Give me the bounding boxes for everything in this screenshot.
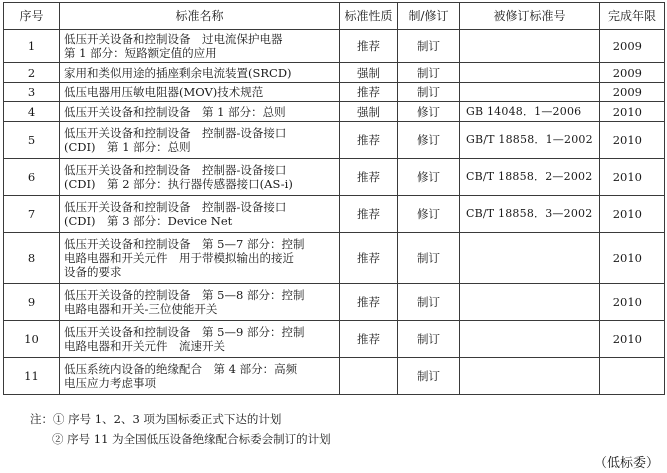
cell-nature (340, 358, 398, 395)
cell-nature: 推荐 (340, 321, 398, 358)
header-standard-name: 标准名称 (60, 3, 340, 30)
cell-nature: 推荐 (340, 196, 398, 233)
cell-nature: 推荐 (340, 83, 398, 102)
standard-name-line: 电路电器和开关-三位使能开关 (64, 302, 218, 316)
cell-no: 2 (4, 63, 60, 83)
standard-name-line: 低压开关设备和控制设备 控制器-设备接口 (64, 163, 287, 177)
header-completion-year: 完成年限 (600, 3, 665, 30)
standard-name-line: 电压应力考虑事项 (64, 376, 156, 390)
cell-standard-name (60, 63, 340, 83)
cell-type: 制订 (398, 321, 460, 358)
standard-name-line: 低压开关设备和控制设备 控制器-设备接口 (64, 200, 287, 214)
cell-type: 修订 (398, 196, 460, 233)
cell-nature: 推荐 (340, 159, 398, 196)
table-row (4, 83, 665, 102)
cell-standard-name (60, 321, 340, 358)
cell-standard-name (60, 159, 340, 196)
standard-name-line: 低压电器用压敏电阻器(MOV)技术规范 (64, 85, 264, 99)
cell-type: 制订 (398, 30, 460, 63)
standard-name-line: (CDI) 第 1 部分：总则 (64, 140, 191, 154)
standard-name-line: 低压开关设备和控制设备 控制器-设备接口 (64, 126, 287, 140)
standard-name-line: (CDI) 第 3 部分：Device Net (64, 214, 233, 228)
table-row (4, 284, 665, 321)
standard-name-line: 设备的要求 (64, 265, 122, 279)
cell-type: 制订 (398, 358, 460, 395)
cell-completion-year: 2010 (600, 196, 665, 233)
cell-no: 3 (4, 83, 60, 102)
standard-name-line: 家用和类似用途的插座剩余电流装置(SRCD) (64, 65, 292, 80)
standard-name-line: 电路电器和开关元件 流速开关 (64, 339, 225, 353)
standards-plan-table (3, 2, 665, 395)
cell-no: 7 (4, 196, 60, 233)
standard-name-line: 低压系统内设备的绝缘配合 第 4 部分：高频 (64, 362, 298, 376)
cell-nature: 强制 (340, 102, 398, 122)
cell-type: 修订 (398, 102, 460, 122)
table-row (4, 196, 665, 233)
cell-type: 修订 (398, 159, 460, 196)
cell-standard-name (60, 284, 340, 321)
table-row (4, 30, 665, 63)
cell-standard-name (60, 196, 340, 233)
standard-name-line: (CDI) 第 2 部分：执行器传感器接口(AS-i) (64, 177, 293, 191)
header-revised-standard: 被修订标准号 (460, 3, 600, 30)
standard-name-line: 低压开关设备的控制设备 第 5—8 部分：控制 (64, 288, 305, 302)
cell-no: 6 (4, 159, 60, 196)
standard-name-line: 低压开关设备和控制设备 过电流保护电器 (64, 32, 283, 46)
table-row (4, 63, 665, 83)
standard-name-line: 低压开关设备和控制设备 第 1 部分：总则 (64, 104, 286, 119)
cell-no: 5 (4, 122, 60, 159)
note-1: 注：① 序号 1、2、3 项为国标委正式下达的计划 (30, 412, 282, 426)
table-row (4, 321, 665, 358)
cell-completion-year: 2010 (600, 102, 665, 122)
cell-revised-standard (460, 30, 600, 63)
cell-completion-year: 2010 (600, 284, 665, 321)
cell-standard-name (60, 83, 340, 102)
cell-standard-name (60, 30, 340, 63)
cell-nature: 推荐 (340, 233, 398, 284)
cell-nature: 推荐 (340, 122, 398, 159)
note-2: ② 序号 11 为全国低压设备绝缘配合标委会制订的计划 (52, 432, 331, 446)
cell-no: 11 (4, 358, 60, 395)
notes (30, 409, 331, 449)
cell-nature: 推荐 (340, 284, 398, 321)
cell-type: 修订 (398, 122, 460, 159)
cell-revised-standard: GB/T 18858．1—2002 (460, 122, 600, 159)
cell-type: 制订 (398, 233, 460, 284)
cell-standard-name (60, 233, 340, 284)
cell-type: 制订 (398, 83, 460, 102)
standard-name-line: 第 1 部分：短路额定值的应用 (64, 46, 217, 60)
cell-no: 9 (4, 284, 60, 321)
cell-completion-year: 2010 (600, 122, 665, 159)
cell-type: 制订 (398, 63, 460, 83)
table-row (4, 233, 665, 284)
cell-revised-standard (460, 284, 600, 321)
committee-label: （低标委） (593, 456, 659, 471)
standard-name-line: 电路电器和开关元件 用于带模拟输出的接近 (64, 251, 294, 265)
cell-completion-year: 2010 (600, 233, 665, 284)
table-row (4, 122, 665, 159)
table-row (4, 358, 665, 395)
table-header-row (4, 3, 665, 30)
cell-no: 4 (4, 102, 60, 122)
cell-completion-year: 2009 (600, 63, 665, 83)
cell-type: 制订 (398, 284, 460, 321)
table-body (4, 30, 665, 395)
cell-standard-name (60, 358, 340, 395)
cell-nature: 推荐 (340, 30, 398, 63)
header-nature: 标准性质 (340, 3, 398, 30)
cell-revised-standard: CB/T 18858．2—2002 (460, 159, 600, 196)
cell-no: 1 (4, 30, 60, 63)
cell-completion-year (600, 358, 665, 395)
cell-standard-name (60, 102, 340, 122)
header-type: 制/修订 (398, 3, 460, 30)
standard-name-line: 低压开关设备和控制设备 第 5—9 部分：控制 (64, 325, 305, 339)
cell-revised-standard (460, 321, 600, 358)
cell-no: 10 (4, 321, 60, 358)
cell-revised-standard (460, 83, 600, 102)
cell-standard-name (60, 122, 340, 159)
cell-completion-year: 2010 (600, 159, 665, 196)
cell-completion-year: 2010 (600, 321, 665, 358)
table-row (4, 102, 665, 122)
cell-completion-year: 2009 (600, 83, 665, 102)
header-no: 序号 (4, 3, 60, 30)
cell-revised-standard (460, 63, 600, 83)
cell-revised-standard (460, 233, 600, 284)
cell-no: 8 (4, 233, 60, 284)
cell-completion-year: 2009 (600, 30, 665, 63)
cell-nature: 强制 (340, 63, 398, 83)
standard-name-line: 低压开关设备和控制设备 第 5—7 部分：控制 (64, 237, 305, 251)
cell-revised-standard (460, 358, 600, 395)
cell-revised-standard: CB/T 18858．3—2002 (460, 196, 600, 233)
cell-revised-standard: GB 14048．1—2006 (460, 102, 600, 122)
table-row (4, 159, 665, 196)
